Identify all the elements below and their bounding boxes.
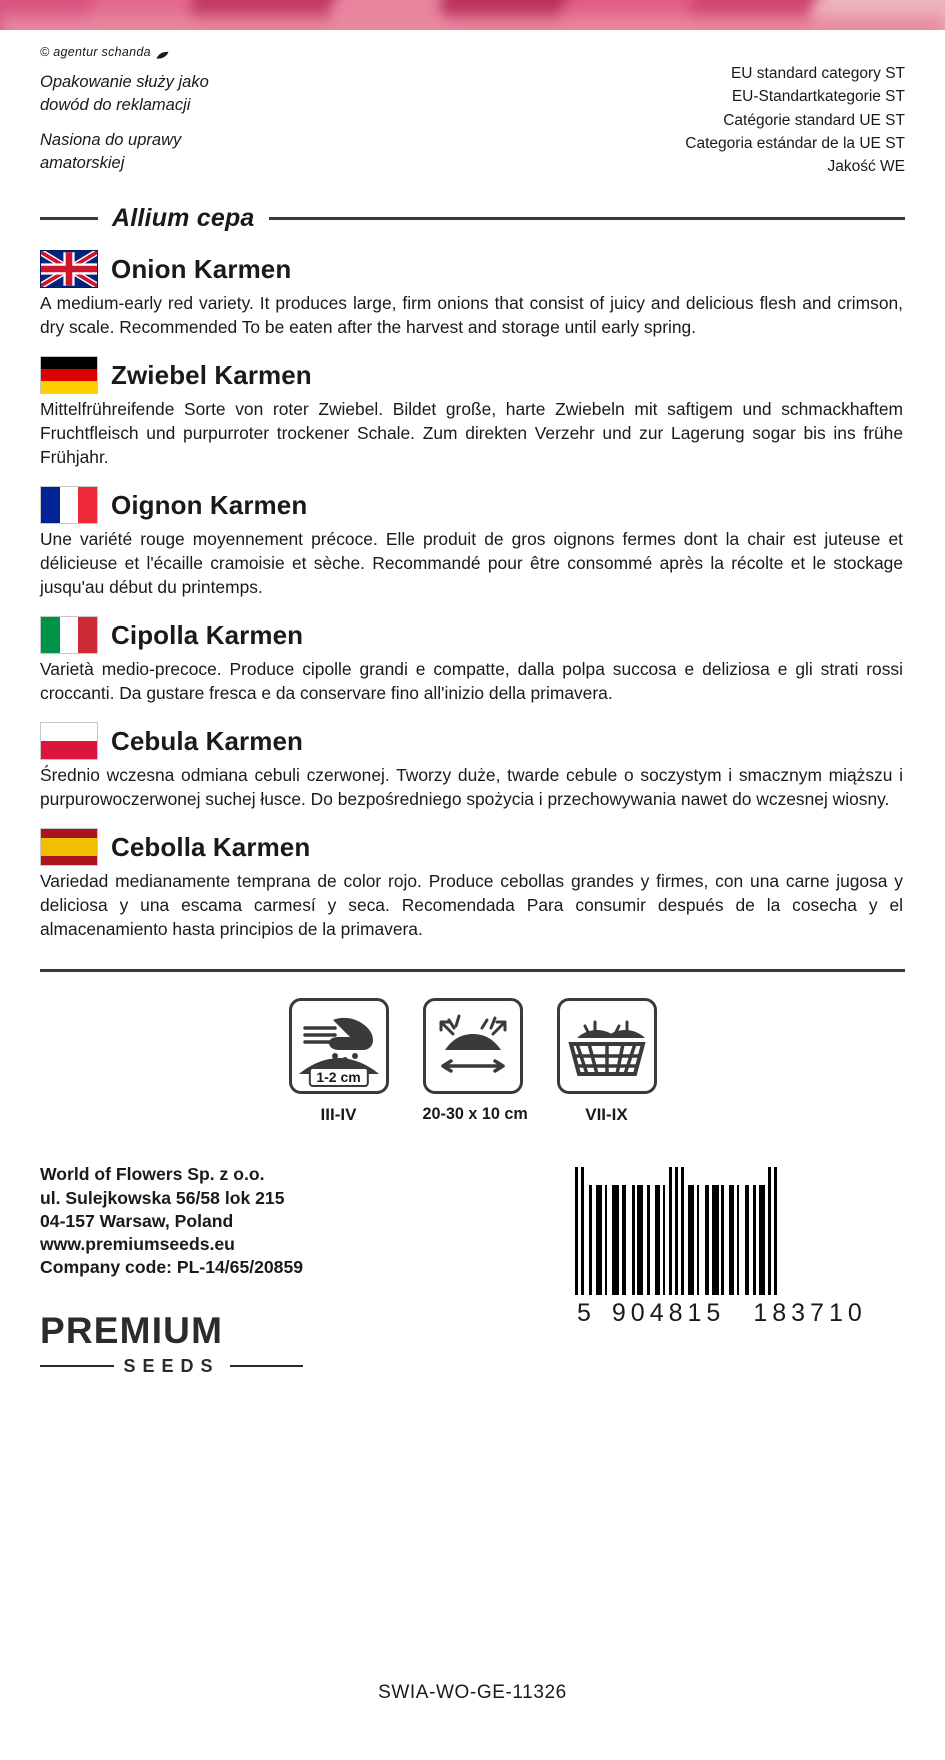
company-code: Company code: PL-14/65/20859 [40, 1257, 304, 1278]
section-divider [40, 969, 905, 972]
brand-rule-right [230, 1365, 304, 1367]
company-address-1: ul. Sulejkowska 56/58 lok 215 [40, 1187, 285, 1208]
language-title-fr: Oignon Karmen [111, 489, 308, 520]
company-block [40, 1163, 303, 1376]
leaf-icon [156, 48, 169, 57]
language-header-it [40, 616, 905, 654]
language-block-it [40, 616, 905, 705]
brand-name: PREMIUM [40, 1309, 224, 1351]
language-title-de: Zwiebel Karmen [111, 359, 312, 390]
barcode-digits [575, 1299, 905, 1328]
pictogram-row [40, 998, 905, 1125]
species-rule-left [40, 217, 98, 220]
pictogram-harvest [557, 998, 657, 1125]
agency-credit [40, 44, 209, 62]
sowing-depth-icon [289, 998, 389, 1094]
barcode [575, 1163, 905, 1328]
eu-category-de: EU-Standartkategorie ST [731, 88, 905, 106]
species-rule-right [269, 217, 905, 220]
eu-category-column [685, 44, 905, 178]
language-block-fr [40, 486, 905, 599]
language-block-es [40, 828, 905, 941]
sowing-depth-badge: 1-2 cm [308, 1067, 368, 1087]
barcode-digit-group-2: 183710 [753, 1299, 867, 1328]
language-text-it: Varietà medio-precoce. Produce cipolle grandi e compatte, dalla polpa succosa e deliziosa e gli strati rossi croccanti. Da gustare fresca e da conservare fino all'inizio della primavera. [40, 659, 903, 704]
spacing-icon [423, 998, 523, 1094]
poland-flag-icon [40, 722, 98, 760]
language-title-it: Cipolla Karmen [111, 619, 304, 650]
eu-category-es: Categoria estándar de la UE ST [685, 134, 905, 152]
eu-category-pl: Jakość WE [827, 158, 905, 175]
legal-header [40, 30, 905, 178]
product-photo-strip [0, 0, 945, 30]
company-website[interactable]: www.premiumseeds.eu [40, 1234, 235, 1255]
language-text-es: Variedad medianamente temprana de color rojo. Produce cebollas grandes y firmes, con una carne jugosa y deliciosa y una escama carmesí y seca. Recomendada Para consumir después de la cosecha y el almacenamiento hasta principios de la primavera. [40, 871, 903, 940]
harvest-icon [557, 998, 657, 1094]
legal-left-column [40, 44, 209, 175]
language-text-de: Mittelfrühreifende Sorte von roter Zwiebel. Bildet große, harte Zwiebeln mit saftigem und schmackhaftem Fruchtfleisch und purpurroter trockener Schale. Zum direkten Verzehr und zur Lagerung sogar bis ins frühe Frühjahr. [40, 399, 903, 468]
footer [40, 1163, 905, 1376]
language-block-en [40, 250, 905, 339]
france-flag-icon [40, 486, 98, 524]
company-details [40, 1163, 303, 1279]
barcode-bars [575, 1167, 905, 1295]
language-header-pl [40, 722, 905, 760]
language-header-es [40, 828, 905, 866]
language-text-pl: Średnio wczesna odmiana cebuli czerwonej. Tworzy duże, twarde cebule o soczystym i smacznym miąższu i purpurowoczerwonej suchej łusce. Do bezpośredniego spożycia i przechowywania nawet do wczesnej wiosny. [40, 765, 903, 810]
eu-category-fr: Catégorie standard UE ST [723, 111, 905, 129]
language-header-en [40, 250, 905, 288]
spacing-label: 20-30 x 10 cm [422, 1105, 528, 1124]
harvest-months-label: VII-IX [585, 1105, 628, 1125]
uk-flag-icon [40, 250, 98, 288]
barcode-digit-first: 5 [577, 1299, 592, 1328]
company-address-2: 04-157 Warsaw, Poland [40, 1210, 234, 1231]
germany-flag-icon [40, 356, 98, 394]
legal-line-3: Nasiona do uprawy [40, 130, 182, 149]
sku-code: SWIA-WO-GE-11326 [378, 1682, 567, 1703]
brand-subtitle-row [40, 1356, 303, 1377]
language-block-de [40, 356, 905, 469]
eu-category-en: EU standard category ST [730, 65, 905, 82]
legal-line-1: Opakowanie służy jako [40, 72, 209, 91]
legal-line-2: dowód do reklamacji [40, 96, 191, 115]
language-text-en: A medium-early red variety. It produces large, firm onions that consist of juicy and delicious flesh and crimson, dry scale. Recommended To be eaten after the harvest and storage until early spring. [40, 293, 903, 338]
pictogram-spacing [422, 998, 528, 1125]
language-block-pl [40, 722, 905, 811]
brand-subtitle: SEEDS [123, 1355, 220, 1376]
language-title-es: Cebolla Karmen [111, 831, 311, 862]
spain-flag-icon [40, 828, 98, 866]
language-header-de [40, 356, 905, 394]
species-name: Allium cepa [112, 204, 255, 233]
company-name: World of Flowers Sp. z o.o. [40, 1164, 265, 1185]
brand-rule-left [40, 1365, 114, 1367]
italy-flag-icon [40, 616, 98, 654]
sowing-months-label: III-IV [320, 1105, 357, 1125]
language-title-pl: Cebula Karmen [111, 725, 304, 756]
language-title-en: Onion Karmen [111, 253, 292, 284]
legal-line-4: amatorskiej [40, 154, 125, 173]
label-body [0, 30, 945, 1377]
agency-credit-text: © agentur schanda [40, 45, 151, 59]
brand-logo [40, 1310, 303, 1377]
species-heading [40, 204, 905, 233]
language-text-fr: Une variété rouge moyennement précoce. Elle produit de gros oignons fermes dont la chair est juteuse et délicieuse et l'écaille cramoisie et sèche. Recommandé pour être consommé après la récolte et le stockage jusqu'au début du printemps. [40, 529, 903, 598]
barcode-digit-group-1: 904815 [611, 1299, 726, 1328]
pictogram-sowing [289, 998, 389, 1125]
language-header-fr [40, 486, 905, 524]
